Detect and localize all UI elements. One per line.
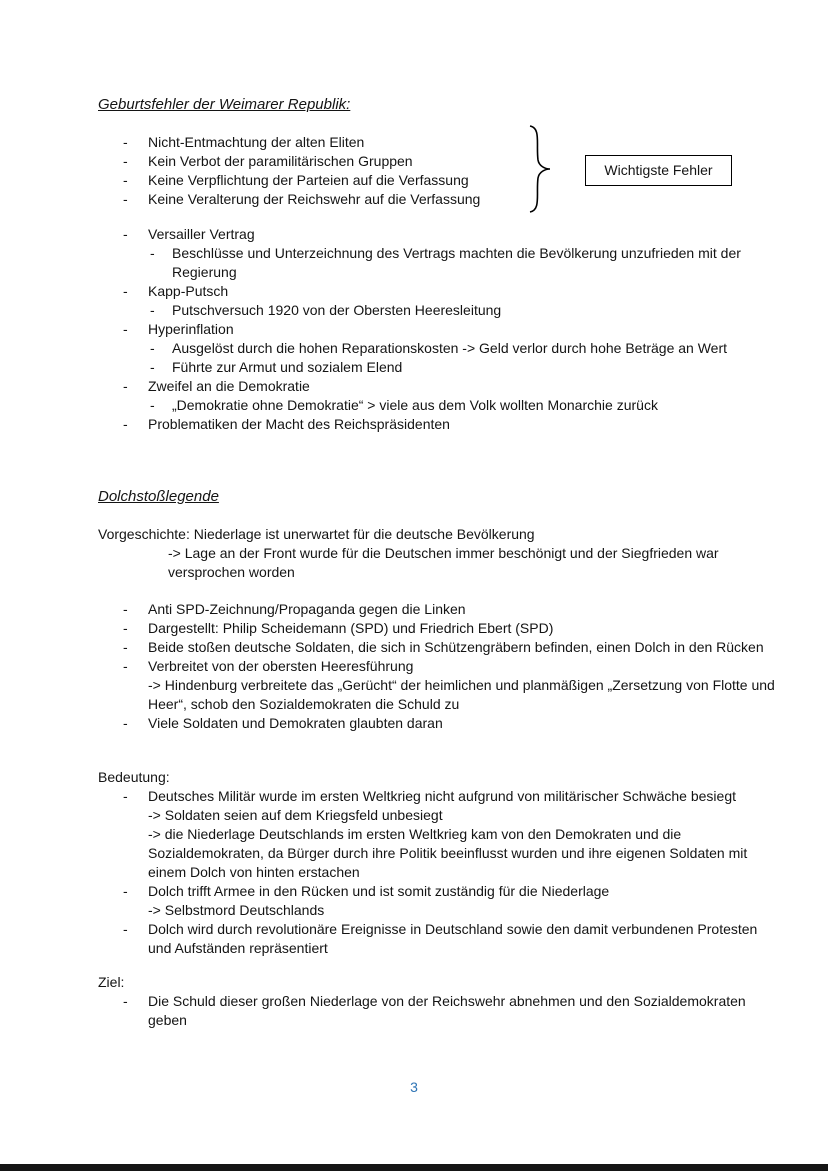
list-item — [98, 882, 780, 920]
curly-brace-shape — [522, 124, 554, 214]
dash-bullet: - — [123, 153, 128, 169]
list-bedeutung — [98, 787, 780, 958]
list-item-text — [148, 882, 780, 920]
callout-box-wichtigste-fehler — [585, 155, 732, 186]
dash-bullet: - — [123, 658, 128, 674]
dash-bullet: - — [150, 359, 155, 375]
dash-bullet: - — [150, 245, 155, 261]
list-item — [98, 320, 780, 339]
page-number: 3 — [410, 1079, 418, 1095]
curly-brace — [522, 124, 554, 219]
sub-list-item — [98, 301, 780, 320]
page-bottom-edge — [0, 1164, 828, 1171]
list-item-text: Kapp-Putsch — [148, 283, 229, 299]
sub-list-item-text: „Demokratie ohne Demokratie“ > viele aus dem Volk wollten Monarchie zurück — [172, 397, 658, 413]
dash-bullet: - — [123, 993, 128, 1009]
list-item — [98, 377, 780, 396]
list-item-text: Hyperinflation — [148, 321, 234, 337]
paragraph-line: -> Lage an der Front wurde für die Deutschen immer beschönigt und der Siegfrieden war versprochen worden — [168, 545, 719, 580]
list-item — [98, 600, 780, 619]
list-item-text: Dargestellt: Philip Scheidemann (SPD) und Friedrich Ebert (SPD) — [148, 620, 554, 636]
dash-bullet: - — [123, 226, 128, 242]
dash-bullet: - — [123, 601, 128, 617]
list-item-text: Kein Verbot der paramilitärischen Gruppen — [148, 153, 413, 169]
arrow-continuation-line: -> Hindenburg verbreitete das „Gerücht“ der heimlichen und planmäßigen „Zersetzung von Flotte und Heer“, schob den Sozialdemokraten die Schuld zu — [148, 677, 775, 712]
sub-list-item — [98, 244, 780, 282]
paragraph-line: Vorgeschichte: Niederlage ist unerwartet für die deutsche Bevölkerung — [98, 526, 535, 542]
list-item-text: Keine Verpflichtung der Parteien auf die Verfassung — [148, 172, 469, 188]
list-item-text — [148, 657, 780, 714]
arrow-continuation-line: -> Selbstmord Deutschlands — [148, 902, 325, 918]
sub-list-item-text: Putschversuch 1920 von der Obersten Heeresleitung — [172, 302, 502, 318]
list-item-text: Versailler Vertrag — [148, 226, 255, 242]
list-item — [98, 225, 780, 244]
section-heading-dolchstosslegende: Dolchstoßlegende — [98, 488, 219, 505]
sub-list-item-text: Führte zur Armut und sozialem Elend — [172, 359, 403, 375]
list-item-text: Keine Veralterung der Reichswehr auf die Verfassung — [148, 191, 481, 207]
list-item-text: Zweifel an die Demokratie — [148, 378, 310, 394]
list-geburtsfehler-causes — [98, 225, 780, 434]
dash-bullet: - — [123, 191, 128, 207]
list-item-text: Beide stoßen deutsche Soldaten, die sich in Schützengräbern befinden, einen Dolch in den Rücken — [148, 639, 764, 655]
list-item — [98, 638, 780, 657]
list-item-text: Nicht-Entmachtung der alten Eliten — [148, 134, 365, 150]
dash-bullet: - — [123, 639, 128, 655]
sub-list-item — [98, 339, 780, 358]
label-bedeutung: Bedeutung: — [98, 769, 170, 785]
arrow-continuation-line: -> die Niederlage Deutschlands im ersten Weltkrieg kam von den Demokraten und die Sozialdemokraten, da Bürger durch ihre Politik beeinflusst wurden und ihre eigenen Soldaten mit einem Dolch von hinten erstachen — [148, 826, 748, 880]
sub-list-item-text: Ausgelöst durch die hohen Reparationskosten -> Geld verlor durch hohe Beträge an Wert — [172, 340, 728, 356]
dash-bullet: - — [123, 321, 128, 337]
arrow-continuation-line: -> Soldaten seien auf dem Kriegsfeld unbesiegt — [148, 807, 443, 823]
list-item — [98, 282, 780, 301]
list-item — [98, 992, 780, 1030]
list-item-text: Dolch wird durch revolutionäre Ereignisse in Deutschland sowie den damit verbundenen Protesten und Aufständen repräsentiert — [148, 921, 758, 956]
list-item — [98, 415, 780, 434]
dash-bullet: - — [123, 715, 128, 731]
list-item-text: Die Schuld dieser großen Niederlage von der Reichswehr abnehmen und den Sozialdemokraten geben — [148, 993, 746, 1028]
list-item — [98, 619, 780, 638]
list-item — [98, 190, 780, 209]
list-item-text — [148, 787, 780, 882]
vorgeschichte-paragraph — [98, 525, 780, 582]
section-heading-geburtsfehler: Geburtsfehler der Weimarer Republik: — [98, 96, 351, 113]
list-item — [98, 714, 780, 733]
list-item-text: Viele Soldaten und Demokraten glaubten daran — [148, 715, 443, 731]
dash-bullet: - — [150, 340, 155, 356]
dash-bullet: - — [123, 134, 128, 150]
list-dolchstoss-facts — [98, 600, 780, 733]
dash-bullet: - — [123, 172, 128, 188]
list-item-text: Problematiken der Macht des Reichspräsidenten — [148, 416, 450, 432]
label-ziel: Ziel: — [98, 974, 125, 990]
dash-bullet: - — [123, 883, 128, 899]
dash-bullet: - — [123, 416, 128, 432]
sub-list-item-text: Beschlüsse und Unterzeichnung des Vertrags machten die Bevölkerung unzufrieden mit der Regierung — [172, 245, 741, 280]
list-item-text: Anti SPD-Zeichnung/Propaganda gegen die Linken — [148, 601, 466, 617]
list-item-main-line: Deutsches Militär wurde im ersten Weltkrieg nicht aufgrund von militärischer Schwäche besiegt — [148, 788, 736, 804]
dash-bullet: - — [150, 302, 155, 318]
callout-box-label: Wichtigste Fehler — [604, 162, 713, 178]
list-ziel — [98, 992, 780, 1030]
dash-bullet: - — [123, 378, 128, 394]
list-item-main-line: Dolch trifft Armee in den Rücken und ist somit zuständig für die Niederlage — [148, 883, 610, 899]
list-item-main-line: Verbreitet von der obersten Heeresführung — [148, 658, 414, 674]
sub-list-item — [98, 396, 780, 415]
list-item — [98, 657, 780, 714]
list-item — [98, 787, 780, 882]
list-item — [98, 920, 780, 958]
sub-list-item — [98, 358, 780, 377]
dash-bullet: - — [123, 283, 128, 299]
dash-bullet: - — [123, 921, 128, 937]
dash-bullet: - — [123, 620, 128, 636]
dash-bullet: - — [123, 788, 128, 804]
dash-bullet: - — [150, 397, 155, 413]
list-item — [98, 133, 780, 152]
